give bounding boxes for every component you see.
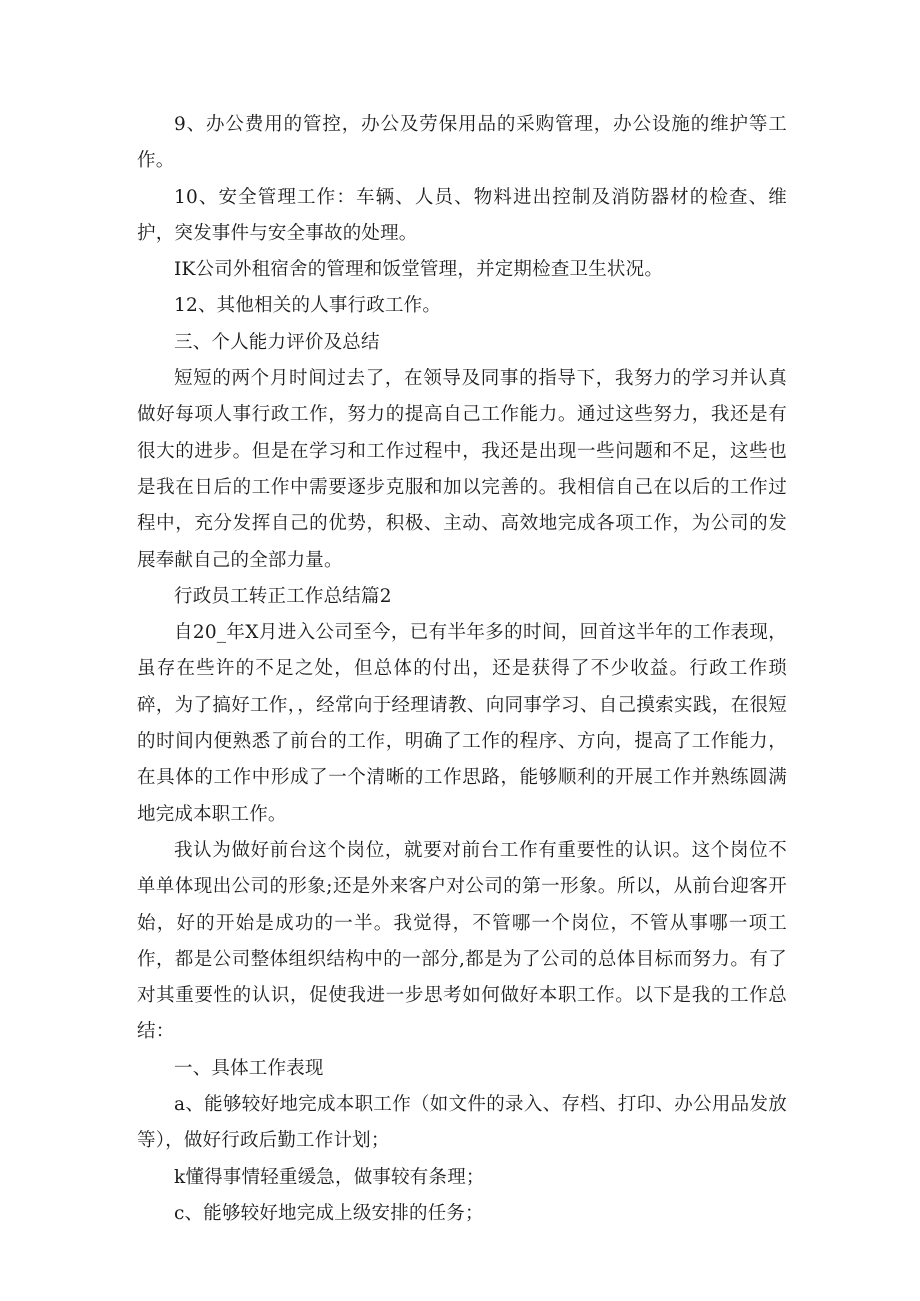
list-item-c: c、能够较好地完成上级安排的任务； bbox=[174, 1202, 484, 1224]
paragraph-summary: 短短的两个月时间过去了，在领导及同事的指导下，我努力的学习并认真做好每项人事行政工作，努力的提高自己工作能力。通过这些努力，我还是有很大的进步。但是在学习和工作过程中，我还是出现一些问题和不足，这些也是我在日后的工作中需要逐步克服和加以完善的。我相信自己在以后的工作过程中，充分发挥自己的优势，积极、主动、高效地完成各项工作，为公司的发展奉献自己的全部力量。 bbox=[137, 368, 787, 571]
list-item-b: k懂得事情轻重缓急，做事较有条理； bbox=[174, 1166, 485, 1188]
paragraph-item-12: 12、其他相关的人事行政工作。 bbox=[174, 295, 442, 317]
section-heading-self-evaluation: 三、个人能力评价及总结 bbox=[174, 331, 380, 353]
document-body bbox=[137, 107, 787, 1232]
list-item-a: a、能够较好地完成本职工作（如文件的录入、存档、打印、办公用品发放等），做好行政后勤工作计划； bbox=[137, 1094, 787, 1152]
paragraph-item-10: 10、安全管理工作：车辆、人员、物料进出控制及消防器材的检查、维护，突发事件与安全事故的处理。 bbox=[137, 186, 787, 244]
section-heading-performance: 一、具体工作表现 bbox=[174, 1057, 324, 1079]
paragraph-item-11: IK公司外租宿舍的管理和饭堂管理，并定期检查卫生状况。 bbox=[174, 259, 664, 281]
paragraph-intro: 自20_年X月进入公司至今，已有半年多的时间，回首这半年的工作表现，虽存在些许的不足之处，但总体的付出，还是获得了不少收益。行政工作琐碎，为了搞好工作，，经常向于经理请教、向同事学习、自己摸索实践，在很短的时间内便熟悉了前台的工作，明确了工作的程序、方向，提高了工作能力，在具体的工作中形成了一个清晰的工作思路，能够顺利的开展工作并熟练圆满地完成本职工作。 bbox=[137, 622, 787, 825]
paragraph-item-9: 9、办公费用的管控，办公及劳保用品的采购管理，办公设施的维护等工作。 bbox=[137, 114, 787, 172]
paragraph-front-desk: 我认为做好前台这个岗位，就要对前台工作有重要性的认识。这个岗位不单单体现出公司的形象;还是外来客户对公司的第一形象。所以，从前台迎客开始，好的开始是成功的一半。我觉得，不管哪一个岗位，不管从事哪一项工作，都是公司整体组织结构中的一部分,都是为了公司的总体目标而努力。有了对其重要性的认识，促使我进一步思考如何做好本职工作。以下是我的工作总结： bbox=[137, 839, 787, 1043]
article-title-part2: 行政员工转正工作总结篇2 bbox=[174, 585, 392, 607]
